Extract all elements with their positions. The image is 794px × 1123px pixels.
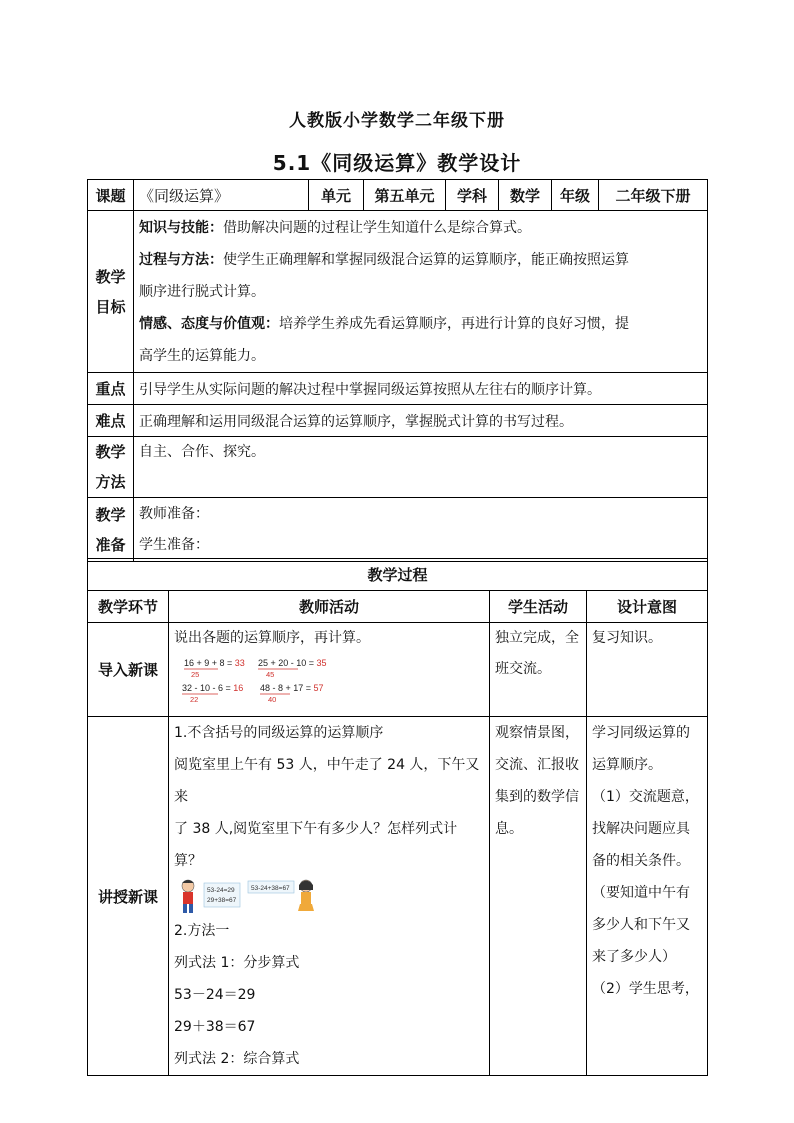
topic-value: 《同级运算》	[134, 180, 309, 211]
method-label: 教学 方法	[88, 437, 134, 498]
header-intent: 设计意图	[587, 591, 708, 623]
topic-label: 课题	[88, 180, 134, 211]
subject-label: 学科	[446, 180, 499, 211]
difficulty-label: 难点	[88, 405, 134, 437]
teach-intent: 学习同级运算的 运算顺序。 （1）交流题意， 找解决问题应具 备的相关条件。 （要知道中午有 多少人和下午又 来了多少人） （2）学生思考，	[587, 717, 708, 1076]
goal-attitude-key: 情感、态度与价值观：	[139, 316, 279, 332]
goal-process-text-cont: 顺序进行脱式计算。	[139, 284, 265, 300]
exercise-2-result: 35	[316, 658, 327, 668]
header-teacher: 教师活动	[169, 591, 490, 623]
bubble-2-text: 53-24+38=67	[251, 885, 290, 892]
intro-student: 独立完成，全 班交流。	[490, 623, 587, 717]
goal-knowledge-key: 知识与技能：	[139, 220, 223, 236]
goal-process-text: 使学生正确理解和掌握同级混合运算的运算顺序，能正确按照运算	[223, 252, 629, 268]
goals-label: 教学 目标	[88, 211, 134, 373]
goals-content	[134, 211, 708, 373]
header-student: 学生活动	[490, 591, 587, 623]
teach-teacher: 1.不含括号的同级运算的运算顺序 阅览室里上午有 53 人，中午走了 24 人，下午又来 了 38 人,阅览室里下午有多少人？怎样列式计算？ 53-24=29 29+38=67 53-24+38=67 2.方法一 列式法 1：分步算式 53－24＝29 29＋38＝67 列式法 2：综合算式	[169, 717, 490, 1076]
method-text: 自主、合作、探究。	[134, 437, 708, 498]
goal-attitude-text: 培养学生养成先看运算顺序，再进行计算的良好习惯，提	[279, 316, 629, 332]
goal-knowledge-text: 借助解决问题的过程让学生知道什么是综合算式。	[223, 220, 531, 236]
document-title: 人教版小学数学二年级下册	[289, 111, 505, 131]
intro-instruction: 说出各题的运算顺序，再计算。	[174, 630, 370, 646]
difficulty-text: 正确理解和运用同级混合运算的运算顺序，掌握脱式计算的书写过程。	[134, 405, 708, 437]
unit-value: 第五单元	[364, 180, 446, 211]
svg-text:32 - 10 - 6 = 16: 32 - 10 - 6 = 16	[182, 683, 244, 693]
prep-label: 教学 准备	[88, 498, 134, 562]
intro-stage: 导入新课	[88, 623, 169, 717]
intro-exercises	[174, 654, 474, 706]
exercise-3-result: 16	[233, 683, 244, 693]
exercise-4-mid: 40	[268, 695, 277, 704]
teach-student: 观察情景图， 交流、汇报收 集到的数学信 息。	[490, 717, 587, 1076]
goal-attitude-text-cont: 高学生的运算能力。	[139, 348, 265, 364]
bubble-1-line-1: 53-24=29	[207, 887, 235, 894]
grade-label: 年级	[552, 180, 599, 211]
exercise-3-mid: 22	[190, 695, 199, 704]
girl-figure	[298, 880, 314, 911]
goal-process-key: 过程与方法：	[139, 252, 223, 268]
svg-text:16 + 9 + 8 = 33	[184, 658, 245, 668]
subject-value: 数学	[499, 180, 552, 211]
teach-stage: 讲授新课	[88, 717, 169, 1076]
intro-teacher	[169, 623, 490, 717]
exercise-4-result: 57	[313, 683, 324, 693]
exercise-1	[184, 658, 245, 679]
exercise-2-mid: 45	[266, 670, 275, 679]
grade-value: 二年级下册	[599, 180, 708, 211]
svg-text:25 + 20 - 10 = 35: 25 + 20 - 10 = 35	[258, 658, 327, 668]
prep-teacher: 教师准备：	[139, 506, 209, 522]
prep-content	[134, 498, 708, 562]
exercise-3	[182, 683, 243, 704]
svg-text:48 - 8 + 17 = 57: 48 - 8 + 17 = 57	[260, 683, 324, 693]
scene-illustration	[174, 877, 474, 915]
exercise-1-mid: 25	[191, 670, 200, 679]
intro-intent: 复习知识。	[587, 623, 708, 717]
bubble-1-line-2: 29+38=67	[207, 897, 237, 904]
speech-bubble-2	[248, 881, 294, 893]
boy-figure	[182, 880, 194, 913]
exercise-2	[258, 658, 327, 679]
key-point-label: 重点	[88, 373, 134, 405]
exercise-1-expr-left: 16 + 9 + 8 =	[184, 658, 235, 668]
prep-student: 学生准备：	[139, 537, 209, 553]
exercise-4	[260, 683, 324, 704]
info-table	[87, 179, 708, 562]
header-stage: 教学环节	[88, 591, 169, 623]
exercise-1-result: 33	[234, 658, 245, 668]
unit-label: 单元	[309, 180, 364, 211]
key-point-text: 引导学生从实际问题的解决过程中掌握同级运算按照从左往右的顺序计算。	[134, 373, 708, 405]
process-table	[87, 558, 708, 1076]
speech-bubble-1	[204, 883, 240, 907]
process-title: 教学过程	[88, 559, 708, 591]
document-subtitle: 5.1《同级运算》教学设计	[272, 151, 522, 175]
